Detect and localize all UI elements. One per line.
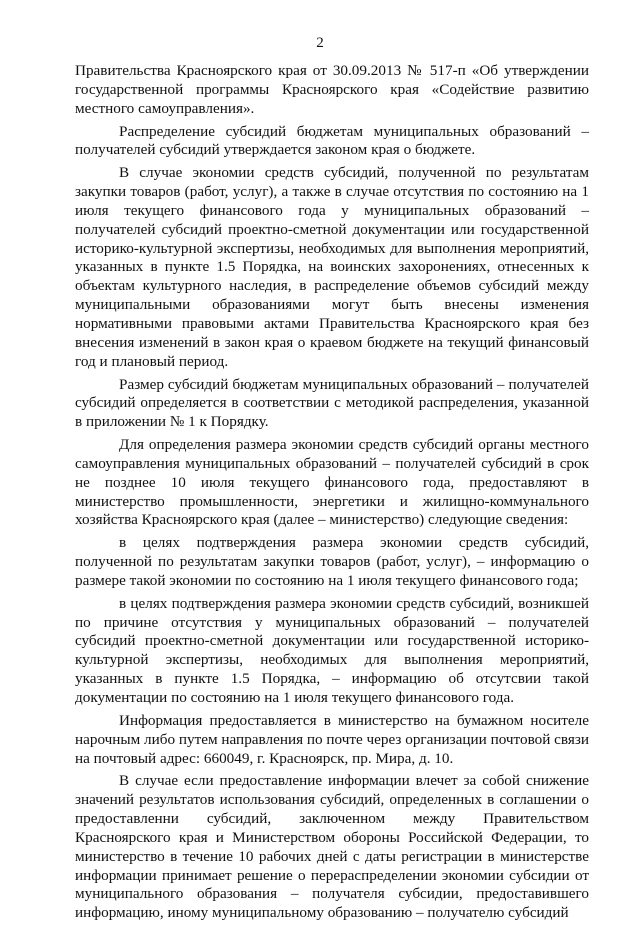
paragraph-4: Размер субсидий бюджетам муниципальных образований – получателей субсидий определяется в соответствии с методикой распределения, указанной в приложении № 1 к Порядку. [75, 375, 589, 431]
paragraph-6: в целях подтверждения размера экономии средств субсидий, полученной по результатам закупки товаров (работ, услуг), – информацию о размере такой экономии по состоянию на 1 июля текущего финансового года; [75, 534, 589, 589]
document-body [75, 62, 589, 927]
paragraph-5: Для определения размера экономии средств субсидий органы местного самоуправления муниципальных образований – получателей субсидий в срок не позднее 10 июля текущего финансового года, предоставляют в министерство промышленности, энергетики и жилищно-коммунального хозяйства Красноярского края (далее – министерство) следующие сведения: [75, 436, 589, 529]
paragraph-8: Информация предоставляется в министерство на бумажном носителе нарочным либо путем направления по почте через организации почтовой связи на почтовый адрес: 660049, г. Красноярск, пр. Мира, д. 10. [75, 711, 589, 767]
paragraph-1: Правительства Красноярского края от 30.09.2013 № 517-п «Об утверждении государственной программы Красноярского края «Содействие развитию местного самоуправления». [75, 62, 589, 117]
page-number: 2 [316, 35, 324, 51]
paragraph-9: В случае если предоставление информации влечет за собой снижение значений результатов использования субсидий, определенных в соглашении о предоставленни субсидий, заключенном между Правительством Красноярского края и Министерством обороны Российской Федерации, то министерство в течение 10 рабочих дней с даты регистрации в министерстве информации принимает решение о перераспределении экономии субсидии от муниципального образования – получателя субсидии, предоставившего информацию, иному муниципальному образованию – получателю субсидий [75, 772, 589, 922]
paragraph-7: в целях подтверждения размера экономии средств субсидий, возникшей по причине отсутствия у муниципальных образований – получателей субсидий проектно-сметной документации или государственной историко-культурной экспертизы, необходимых для выполнения мероприятий, указанных в пункте 1.5 Порядка, – информацию об отсутсвии такой документации по состоянию на 1 июля текущего финансового года. [75, 594, 589, 706]
paragraph-2: Распределение субсидий бюджетам муниципальных образований – получателей субсидий утверждается законом края о бюджете. [75, 122, 589, 159]
paragraph-3: В случае экономии средств субсидий, полученной по результатам закупки товаров (работ, услуг), а также в случае отсутствия по состоянию на 1 июля текущего финансового года у муниципальных образований – получателей субсидий проектно-сметной документации или государственной историко-культурной экспертизы, необходимых для выполнения мероприятий, указанных в пункте 1.5 Порядка, на воинских захоронениях, отнесенных к объектам культурного наследия, в распределение объемов субсидий между муниципальными образованиями могут быть внесены изменения нормативными правовыми актами Правительства Красноярского края без внесения изменений в закон края о краевом бюджете на текущий финансовый год и плановый период. [75, 164, 589, 370]
